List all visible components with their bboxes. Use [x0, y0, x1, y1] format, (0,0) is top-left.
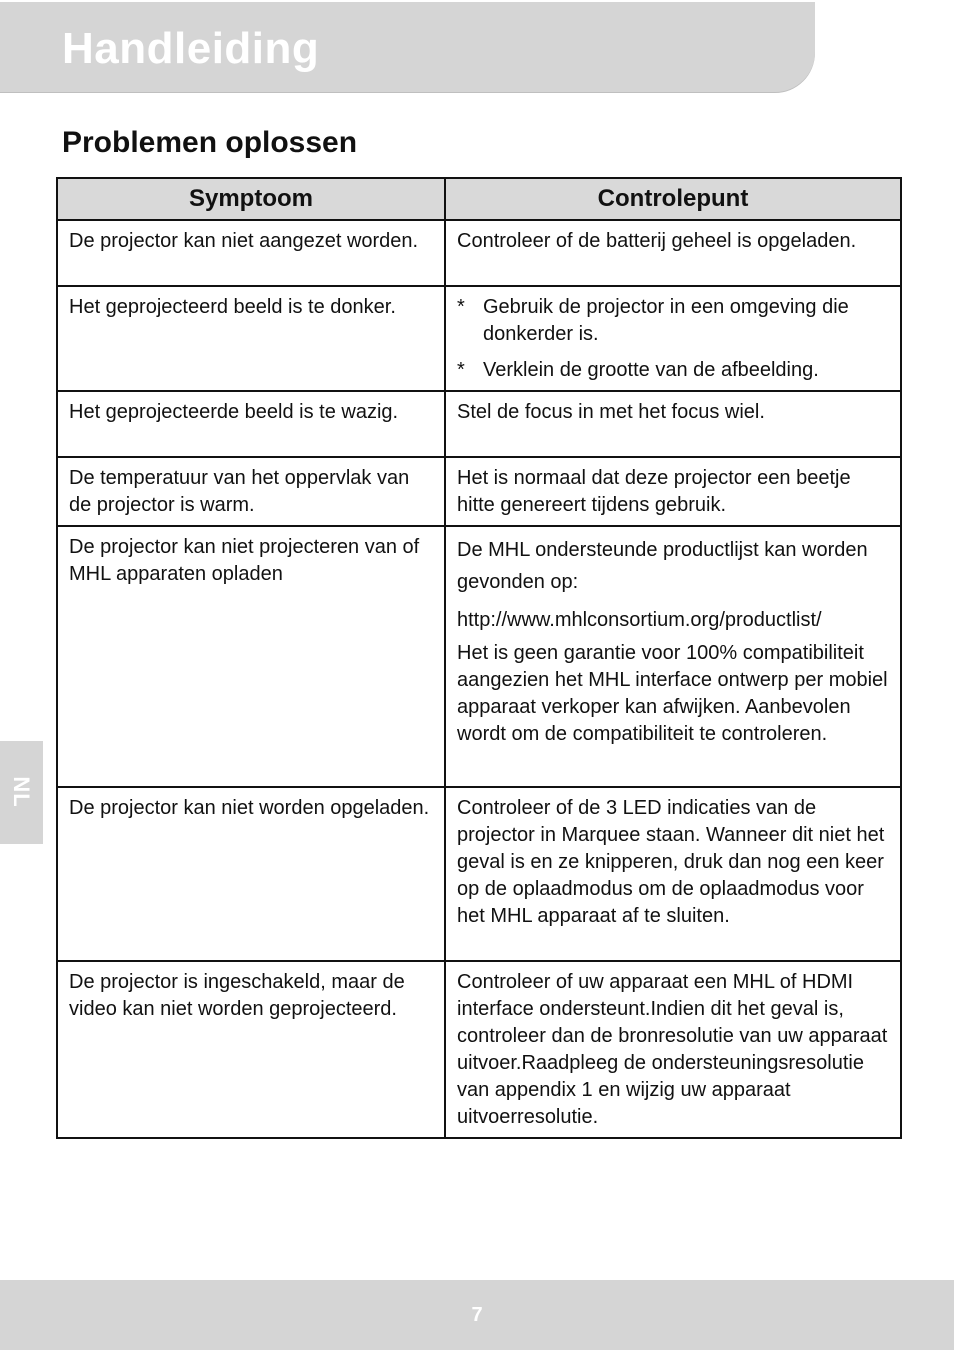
- check-bullet: * Gebruik de projector in een omgeving die donkerder is.: [457, 294, 890, 348]
- productlist-url: http://www.mhlconsortium.org/productlist/: [457, 609, 822, 631]
- symptom-cell: De temperatuur van het oppervlak van de projector is warm.: [57, 457, 445, 526]
- check-cell: Controleer of de 3 LED indicaties van de projector in Marquee staan. Wanneer dit niet het geval is en ze knipperen, druk dan nog een keer op de oplaadmodus om de oplaadmodus voor het MHL apparaat af te sluiten.: [445, 787, 901, 961]
- table-row: [57, 787, 901, 961]
- table-row: [57, 526, 901, 787]
- check-cell: [445, 286, 901, 391]
- check-cell: Stel de focus in met het focus wiel.: [445, 391, 901, 457]
- table-row: [57, 391, 901, 457]
- check-intro: De MHL ondersteunde productlijst kan worden gevonden op:: [457, 539, 868, 593]
- page-footer: [0, 1280, 954, 1350]
- column-header-check: Controlepunt: [445, 178, 901, 220]
- check-cell: [445, 526, 901, 787]
- check-cell: Controleer of de batterij geheel is opgeladen.: [445, 220, 901, 286]
- section-title: Problemen oplossen: [62, 126, 358, 159]
- table-row: [57, 220, 901, 286]
- table-row: [57, 961, 901, 1138]
- page-number: 7: [471, 1304, 483, 1326]
- check-bullet: * Verklein de grootte van de afbeelding.: [457, 357, 890, 384]
- symptom-cell: De projector kan niet projecteren van of MHL apparaten opladen: [57, 526, 445, 787]
- check-cell: Het is normaal dat deze projector een beetje hitte genereert tijdens gebruik.: [445, 457, 901, 526]
- check-note: Het is geen garantie voor 100% compatibiliteit aangezien het MHL interface ontwerp per mobiel apparaat verkoper kan afwijken. Aanbevolen wordt om de compatibiliteit te controleren.: [457, 642, 888, 745]
- header-tab: [0, 2, 815, 92]
- symptom-cell: Het geprojecteerd beeld is te donker.: [57, 286, 445, 391]
- table-row: [57, 457, 901, 526]
- language-side-tab: [0, 741, 43, 844]
- column-header-symptom: Symptoom: [57, 178, 445, 220]
- symptom-cell: Het geprojecteerde beeld is te wazig.: [57, 391, 445, 457]
- language-label: NL: [9, 776, 34, 808]
- symptom-cell: De projector kan niet aangezet worden.: [57, 220, 445, 286]
- symptom-cell: De projector is ingeschakeld, maar de video kan niet worden geprojecteerd.: [57, 961, 445, 1138]
- troubleshooting-table: [56, 177, 902, 1139]
- page-header-title: Handleiding: [62, 24, 320, 73]
- table-header-row: [57, 178, 901, 220]
- symptom-cell: De projector kan niet worden opgeladen.: [57, 787, 445, 961]
- table-row: [57, 286, 901, 391]
- check-cell: Controleer of uw apparaat een MHL of HDMI interface ondersteunt.Indien dit het geval is, controleer dan de bronresolutie van uw apparaat uitvoer.Raadpleeg de ondersteuningsresolutie van appendix 1 en wijzig uw apparaat uitvoerresolutie.: [445, 961, 901, 1138]
